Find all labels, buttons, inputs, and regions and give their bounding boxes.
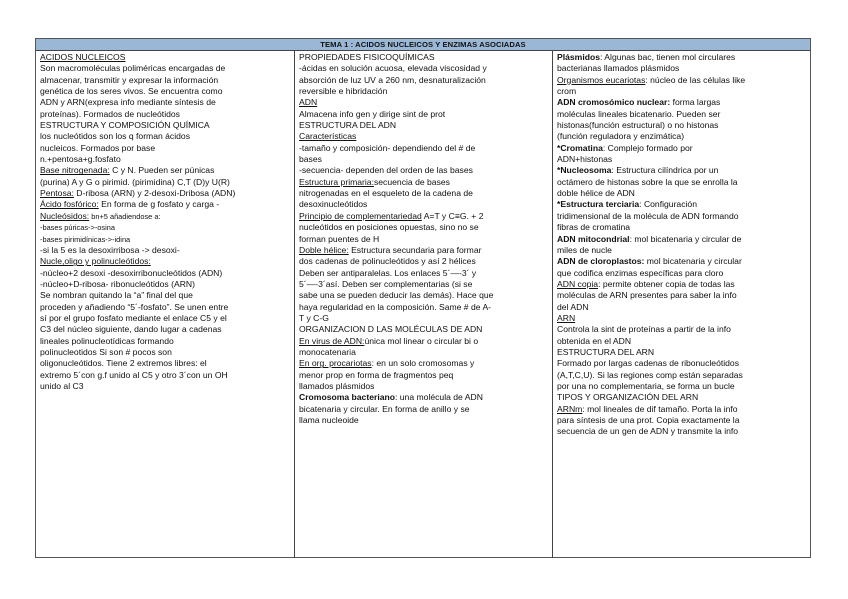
line-text: bacterianas llamados plásmidos: [557, 63, 680, 74]
line-text: : una molécula de ADN: [395, 392, 483, 403]
text-line: [557, 279, 806, 290]
text-line: [40, 302, 290, 313]
text-line: [40, 97, 290, 108]
line-text: Estructura secundaria para formar: [348, 244, 482, 255]
line-text: (función reguladora y enzimática): [557, 131, 685, 142]
text-line: [40, 381, 290, 392]
text-line: [557, 86, 806, 97]
text-line: [299, 256, 548, 267]
line-text: 5´—-3´así. Deben ser complementarias (si se: [299, 278, 473, 289]
line-text: ADN+histonas: [557, 154, 613, 165]
line-text: -tamaño y composición- dependiendo del # de: [299, 142, 476, 153]
text-line: [40, 324, 290, 335]
text-line: [299, 222, 548, 233]
text-line: [40, 143, 290, 154]
text-line: [299, 347, 548, 358]
line-text: lineales polinucleotídicas formando: [40, 335, 174, 346]
text-line: [40, 279, 290, 290]
line-text: extremo 5´con g.f unido al C5 y otro 3´con un OH: [40, 369, 228, 380]
text-line: [557, 75, 806, 86]
text-line: [40, 358, 290, 369]
line-text: que codifica enzimas específicas para cloro: [557, 267, 724, 278]
text-line: [299, 381, 548, 392]
text-line: [299, 177, 548, 188]
line-text: (purina) A y G o pirimid. (pirimidina) C,T (D)y U(R): [40, 176, 230, 187]
line-text: nucleicos. Formados por base: [40, 142, 156, 153]
text-line: [557, 177, 806, 188]
line-text: -si la 5 es la desoxirribosa -> desoxi-: [40, 244, 180, 255]
text-line: [299, 392, 548, 403]
line-text: bn+5 añadiendose a:: [89, 211, 161, 221]
line-text: polinucleotidos Si son # pocos son: [40, 346, 172, 357]
line-text: llamados plásmidos: [299, 380, 375, 391]
text-line: [557, 97, 806, 108]
text-line: [557, 165, 806, 176]
line-text: oligonucleótidos. Tiene 2 extremos libres: el: [40, 358, 207, 369]
line-text: para síntesis de una prot. Copia exactamente la: [557, 415, 740, 425]
line-text: secuencia de bases: [373, 176, 450, 187]
line-text: por una no complementaria, se forma un bucle: [557, 380, 735, 391]
line-text: absorción de luz UV a 260 nm, desnaturalización: [299, 74, 486, 85]
text-line: [40, 313, 290, 324]
line-text: sí por el grupo fosfato mediante el enlace C5 y el: [40, 312, 227, 323]
text-line: [299, 268, 548, 279]
line-text: : núcleo de las células like: [645, 74, 746, 85]
text-line: [299, 279, 548, 290]
line-text: (A,T,C,U). Si las regiones comp están separadas: [557, 369, 743, 380]
line-text: C y N. Pueden ser púnicas: [109, 165, 215, 176]
text-line: [40, 290, 290, 301]
underlined-heading: Principio de complementariedad: [299, 210, 422, 221]
text-line: [299, 313, 548, 324]
text-line: [557, 358, 806, 369]
text-line: [299, 358, 548, 369]
line-text: ESTRUCTURA DEL ARN: [557, 346, 655, 357]
line-text: -bases púricas->-osina: [40, 223, 115, 233]
line-text: histonas(función estructural) o no histonas: [557, 120, 719, 131]
text-line: [557, 52, 806, 63]
line-text: nitrogenadas en el esqueleto de la cadena de: [299, 188, 473, 199]
text-line: [40, 131, 290, 142]
underlined-heading: ADN copia: [557, 278, 599, 289]
underlined-heading: En org. procariotas: [299, 358, 372, 369]
line-text: fibras de cromatina: [557, 222, 631, 233]
column-propiedades-adn: [295, 51, 553, 558]
text-line: [557, 336, 806, 347]
line-text: crom: [557, 86, 577, 97]
line-text: TIPOS Y ORGANIZACIÓN DEL ARN: [557, 392, 699, 403]
text-line: [557, 268, 806, 279]
line-text: -núcleo+D-ribosa- ribonucleótidos (ARN): [40, 278, 195, 289]
text-line: [299, 245, 548, 256]
bold-term: *Estructura terciaria: [557, 199, 640, 210]
line-text: haya regularidad en la composición. Same # de A-: [299, 301, 492, 312]
text-line: [557, 404, 806, 415]
bold-term: ADN mitocondrial: [557, 233, 630, 244]
underlined-heading: Ácido fosfórico:: [40, 199, 99, 210]
text-line: [557, 347, 806, 358]
line-text: reversible e hibridación: [299, 86, 388, 97]
text-line: [40, 177, 290, 188]
line-text: ESTRUCTURA Y COMPOSICIÓN QUÍMICA: [40, 120, 210, 131]
line-text: : Complejo formado por: [602, 142, 693, 153]
text-line: [557, 245, 806, 256]
underlined-heading: Nucle,oligo y polinucleótidos:: [40, 256, 151, 267]
underlined-heading: ACIDOS NUCLEICOS: [40, 52, 126, 62]
text-line: [299, 234, 548, 245]
underlined-heading: ADN: [299, 97, 318, 108]
line-text: Formado por largas cadenas de ribonucleótidos: [557, 358, 740, 369]
underlined-heading: ARN: [557, 312, 576, 323]
line-text: Son macromoléculas poliméricas encargadas de: [40, 63, 226, 74]
line-text: desoxinucleótidos: [299, 199, 368, 210]
text-line: [557, 109, 806, 120]
text-line: [557, 199, 806, 210]
line-text: Se nombran quitando la “a” final del que: [40, 290, 193, 301]
line-text: -ácidas en solución acuosa, elevada viscosidad y: [299, 63, 487, 74]
text-line: [299, 302, 548, 313]
text-line: [557, 211, 806, 222]
bold-term: ADN de cloroplastos:: [557, 256, 645, 267]
text-line: [299, 370, 548, 381]
bold-term: *Cromatina: [557, 142, 603, 153]
line-text: genética de los seres vivos. Se encuentra como: [40, 86, 223, 97]
text-line: [557, 302, 806, 313]
bold-term: ADN cromosómico nuclear:: [557, 97, 671, 108]
text-line: [557, 426, 806, 437]
bold-term: Cromosoma bacteriano: [299, 392, 395, 403]
line-text: obtenida en el ADN: [557, 335, 632, 346]
text-line: [557, 63, 806, 74]
text-line: [40, 245, 290, 256]
text-line: [40, 86, 290, 97]
line-text: ESTRUCTURA DEL ADN: [299, 120, 397, 131]
underlined-heading: Nucleósidos:: [40, 210, 90, 221]
text-line: [40, 234, 290, 245]
underlined-heading: Estructura primaria:: [299, 176, 374, 187]
underlined-heading: Organismos eucariotas: [557, 74, 646, 85]
text-line: [40, 256, 290, 267]
bold-term: Plásmidos: [557, 52, 600, 62]
underlined-heading: Doble hélice:: [299, 244, 349, 255]
line-text: menor prop en forma de fragmentos peq: [299, 369, 454, 380]
line-text: forma largas: [670, 97, 721, 108]
text-line: [299, 404, 548, 415]
line-text: unido al C3: [40, 380, 84, 391]
line-text: del ADN: [557, 301, 589, 312]
line-text: : en un solo cromosomas y: [371, 358, 475, 369]
text-line: [299, 165, 548, 176]
line-text: Deben ser antiparalelas. Los enlaces 5´—-3´ y: [299, 267, 477, 278]
text-line: [40, 188, 290, 199]
text-line: [557, 188, 806, 199]
text-line: [299, 415, 548, 426]
text-line: [40, 120, 290, 131]
text-line: [299, 75, 548, 86]
line-text: : mol lineales de dif tamaño. Porta la info: [582, 403, 738, 414]
line-text: Controla la sint de proteínas a partir de la info: [557, 324, 731, 335]
line-text: D-ribosa (ARN) y 2-desoxi-Dribosa (ADN): [73, 188, 236, 199]
text-line: [40, 154, 290, 165]
text-line: [557, 131, 806, 142]
table-title: TEMA 1 : ACIDOS NUCLEICOS Y ENZIMAS ASOCIADAS: [36, 39, 810, 51]
column-eucariotas-arn: [553, 51, 810, 558]
text-line: [299, 290, 548, 301]
line-text: -secuencia- dependen del orden de las bases: [299, 165, 473, 176]
line-text: -núcleo+2 desoxi -desoxirribonucleótidos (ADN): [40, 267, 223, 278]
line-text: tridimensional de la molécula de ADN formando: [557, 210, 739, 221]
text-line: [557, 370, 806, 381]
line-text: : mol bicatenaria y circular de: [629, 233, 742, 244]
text-line: [40, 52, 290, 63]
line-text: nucleótidos en posiciones opuestas, sino no se: [299, 222, 479, 233]
line-text: : permite obtener copia de todas las: [598, 278, 735, 289]
text-line: [557, 415, 806, 426]
text-line: [299, 188, 548, 199]
text-line: [40, 165, 290, 176]
text-line: [557, 324, 806, 335]
text-line: [299, 324, 548, 335]
underlined-heading: ARNm: [557, 403, 583, 414]
notes-table: [35, 38, 811, 558]
line-text: miles de nucle: [557, 244, 612, 255]
text-line: [40, 211, 290, 222]
line-text: bicatenaria y circular. En forma de anillo y se: [299, 403, 470, 414]
text-line: [299, 336, 548, 347]
line-text: forman puentes de H: [299, 233, 380, 244]
underlined-heading: Características: [299, 131, 357, 142]
line-text: -bases pirimidínicas->-idina: [40, 234, 131, 244]
text-line: [557, 290, 806, 301]
line-text: moléculas lineales bicatenario. Pueden ser: [557, 108, 721, 119]
line-text: sabe una se pueden deducir las demás). Hace que: [299, 290, 494, 301]
text-line: [557, 143, 806, 154]
line-text: doble hélice de ADN: [557, 188, 635, 199]
line-text: n.+pentosa+g.fosfato: [40, 154, 121, 165]
line-text: los nucleótidos son los q forman ácidos: [40, 131, 190, 142]
line-text: ORGANIZACION D LAS MOLÉCULAS DE ADN: [299, 324, 483, 335]
text-line: [557, 120, 806, 131]
line-text: C3 del núcleo siguiente, dando lugar a cadenas: [40, 324, 222, 335]
line-text: octámero de histonas sobre la que se enrolla la: [557, 176, 738, 187]
text-line: [557, 234, 806, 245]
line-text: dos cadenas de polinucleótidos y así 2 hélices: [299, 256, 476, 267]
text-line: [557, 313, 806, 324]
text-line: [299, 154, 548, 165]
text-line: [557, 392, 806, 403]
text-line: [299, 97, 548, 108]
line-text: PROPIEDADES FISICOQUÍMICAS: [299, 52, 435, 62]
underlined-heading: Base nitrogenada:: [40, 165, 110, 176]
line-text: mol bicatenaria y circular: [644, 256, 742, 267]
line-text: : Algunas bac, tienen mol circulares: [600, 52, 736, 62]
line-text: proceden y añadiendo “5´-fosfato”. Se unen entre: [40, 301, 229, 312]
line-text: En forma de g fosfato y carga -: [98, 199, 220, 210]
text-line: [299, 131, 548, 142]
text-line: [40, 109, 290, 120]
line-text: bases: [299, 154, 322, 165]
text-line: [299, 86, 548, 97]
underlined-heading: En virus de ADN:: [299, 335, 365, 346]
line-text: : Configuración: [639, 199, 697, 210]
line-text: moléculas de ARN presentes para saber la info: [557, 290, 737, 301]
text-line: [299, 211, 548, 222]
text-line: [40, 75, 290, 86]
text-line: [299, 52, 548, 63]
bold-term: *Nucleosoma: [557, 165, 612, 176]
line-text: secuencia de un gen de ADN y transmite la info: [557, 426, 739, 437]
line-text: : Estructura cilíndrica por un: [611, 165, 719, 176]
text-line: [299, 63, 548, 74]
column-acidos-nucleicos: [36, 51, 295, 558]
text-line: [40, 63, 290, 74]
text-line: [557, 381, 806, 392]
text-line: [40, 199, 290, 210]
text-line: [299, 143, 548, 154]
line-text: Almacena info gen y dirige sint de prot: [299, 108, 446, 119]
text-line: [299, 199, 548, 210]
text-line: [40, 347, 290, 358]
columns: [36, 51, 810, 558]
line-text: monocatenaria: [299, 346, 356, 357]
text-line: [40, 370, 290, 381]
line-text: T y C-G: [299, 312, 329, 323]
line-text: almacenar, transmitir y expresar la información: [40, 74, 219, 85]
text-line: [299, 109, 548, 120]
text-line: [40, 222, 290, 233]
text-line: [557, 154, 806, 165]
text-line: [40, 268, 290, 279]
line-text: ADN y ARN(expresa info mediante síntesis de: [40, 97, 216, 108]
line-text: proteínas). Formados de nucleótidos: [40, 108, 180, 119]
line-text: llama nucleoide: [299, 415, 359, 425]
line-text: única mol linear o circular bi o: [364, 335, 479, 346]
text-line: [557, 256, 806, 267]
text-line: [299, 120, 548, 131]
text-line: [557, 222, 806, 233]
underlined-heading: Pentosa:: [40, 188, 74, 199]
text-line: [40, 336, 290, 347]
line-text: A=T y C≡G. + 2: [421, 210, 484, 221]
